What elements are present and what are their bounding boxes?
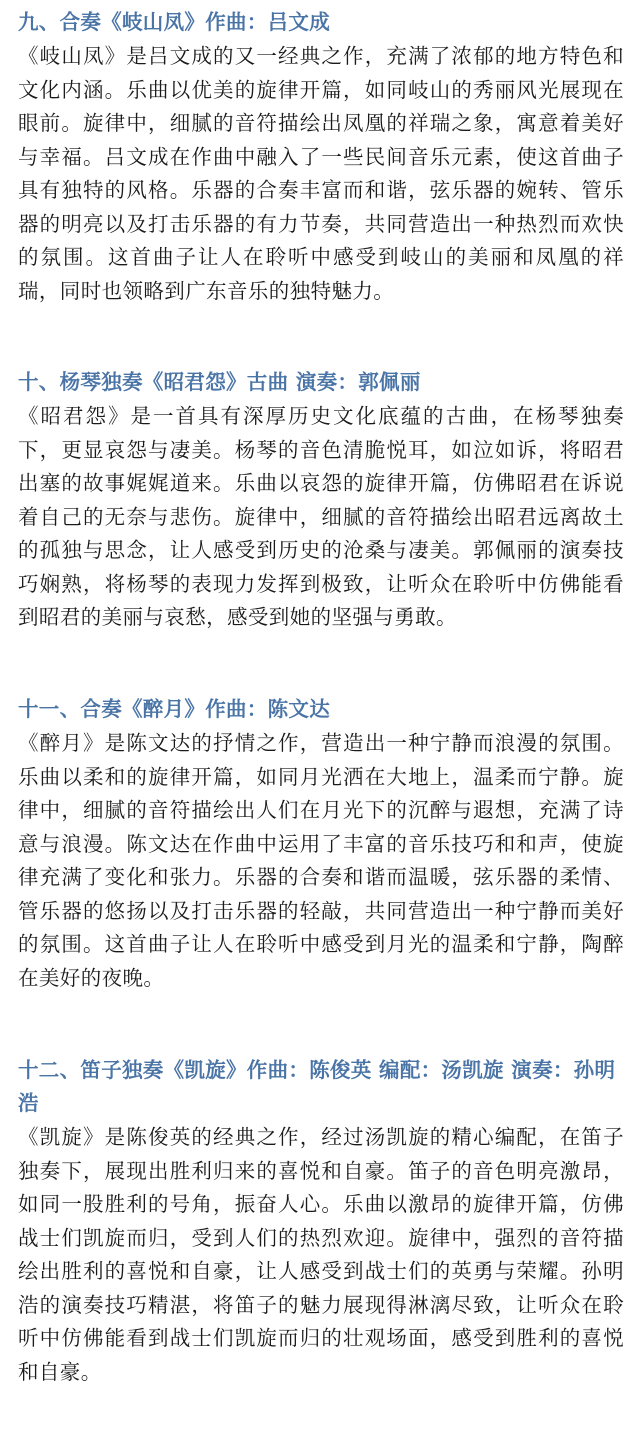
section-title: 十一、合奏《醉月》作曲：陈文达 (18, 697, 330, 721)
section-kai-xuan (18, 1054, 624, 1389)
section-qishan-feng (18, 7, 624, 308)
section-body: 《昭君怨》是一首具有深厚历史文化底蕴的古曲，在杨琴独奏下，更显哀怨与凄美。杨琴的音色清脆悦耳，如泣如诉，将昭君出塞的故事娓娓道来。乐曲以哀怨的旋律开篇，仿佛昭君在诉说着自己的无奈与悲伤。旋律中，细腻的音符描绘出昭君远离故土的孤独与思念，让人感受到历史的沧桑与凄美。郭佩丽的演奏技巧娴熟，将杨琴的表现力发挥到极致，让听众在聆听中仿佛能看到昭君的美丽与哀愁，感受到她的坚强与勇敢。 (18, 404, 624, 629)
section-zhaojun-yuan (18, 367, 624, 635)
section-title: 九、合奏《岐山凤》作曲：吕文成 (18, 10, 330, 34)
section-body: 《醉月》是陈文达的抒情之作，营造出一种宁静而浪漫的氛围。乐曲以柔和的旋律开篇，如同月光洒在大地上，温柔而宁静。旋律中，细腻的音符描绘出人们在月光下的沉醉与遐想，充满了诗意与浪漫。陈文达在作曲中运用了丰富的音乐技巧和和声，使旋律充满了变化和张力。乐器的合奏和谐而温暖，弦乐器的柔情、管乐器的悠扬以及打击乐器的轻敲，共同营造出一种宁静而美好的氛围。这首曲子让人在聆听中感受到月光的温柔和宁静，陶醉在美好的夜晚。 (18, 731, 624, 990)
section-title: 十、杨琴独奏《昭君怨》古曲 演奏：郭佩丽 (18, 370, 421, 394)
section-body: 《凯旋》是陈俊英的经典之作，经过汤凯旋的精心编配，在笛子独奏下，展现出胜利归来的喜悦和自豪。笛子的音色明亮激昂，如同一股胜利的号角，振奋人心。乐曲以激昂的旋律开篇，仿佛战士们凯旋而归，受到人们的热烈欢迎。旋律中，强烈的音符描绘出胜利的喜悦和自豪，让人感受到战士们的英勇与荣耀。孙明浩的演奏技巧精湛，将笛子的魅力展现得淋漓尽致，让听众在聆听中仿佛能看到战士们凯旋而归的壮观场面，感受到胜利的喜悦和自豪。 (18, 1125, 624, 1384)
section-zui-yue (18, 694, 624, 995)
section-title: 十二、笛子独奏《凯旋》作曲：陈俊英 编配：汤凯旋 演奏：孙明浩 (18, 1058, 616, 1115)
section-body: 《岐山凤》是吕文成的又一经典之作，充满了浓郁的地方特色和文化内涵。乐曲以优美的旋律开篇，如同岐山的秀丽风光展现在眼前。旋律中，细腻的音符描绘出凤凰的祥瑞之象，寓意着美好与幸福。吕文成在作曲中融入了一些民间音乐元素，使这首曲子具有独特的风格。乐器的合奏丰富而和谐，弦乐器的婉转、管乐器的明亮以及打击乐器的有力节奏，共同营造出一种热烈而欢快的氛围。这首曲子让人在聆听中感受到岐山的美丽和凤凰的祥瑞，同时也领略到广东音乐的独特魅力。 (18, 44, 624, 303)
